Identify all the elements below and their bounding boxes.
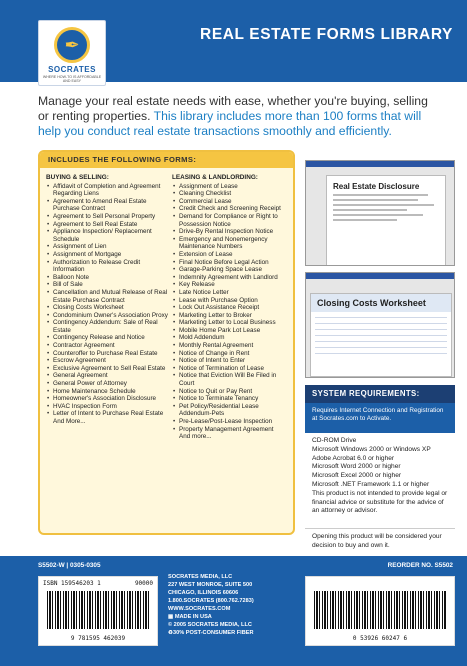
form-item: • Notice to Terminate Tenancy [172,395,292,403]
form-item: • Pre-Lease/Post-Lease Inspection [172,418,292,426]
worksheet-title: Closing Costs Worksheet [311,294,451,312]
purchase-note: Opening this product will be considered your decision to buy and own it. [305,528,455,554]
form-item: • Marketing Letter to Local Business [172,319,292,327]
form-item: • Appliance Inspection/ Replacement Schedule [46,228,170,243]
leasing-heading: LEASING & LANDLORDING: [172,174,258,181]
intro-highlight: This library includes more than 100 forms that will help you conduct real estate transactions smoothly and efficiently. [38,109,422,138]
text-line [333,214,423,216]
form-item: • Notice of Termination of Lease [172,365,292,373]
isbn-barcode [38,576,158,646]
form-item: • Agreement to Amend Real Estate Purchase Contract [46,198,170,213]
requirement-item: Adobe Acrobat 6.0 or higher [312,454,395,462]
form-item: • Counteroffer to Purchase Real Estate [46,350,170,358]
form-item: • Agreement to Sell Personal Property [46,213,170,221]
form-item: • HVAC Inspection Form [46,403,170,411]
form-item: • Property Management Agreement [172,426,292,434]
form-item: • Contingency Addendum: Sale of Real Estate [46,319,170,334]
form-item: • General Power of Attorney [46,380,170,388]
form-item: • Balloon Note [46,274,170,282]
form-item: • Agreement to Sell Real Estate [46,221,170,229]
form-item: • Pet Policy/Residential Lease Addendum-Pets [172,403,292,418]
requirement-item: Microsoft Excel 2000 or higher [312,472,402,480]
form-item: • General Agreement [46,372,170,380]
intro-paragraph [38,94,438,139]
form-item: • Cancellation and Mutual Release of Real Estate Purchase Contract [46,289,170,304]
form-item: • Indemnity Agreement with Landlord [172,274,292,282]
form-item: • Key Release [172,281,292,289]
isbn-digits: 9 781595 462039 [70,635,126,642]
sku-label: S5502-W | 0305-0305 [38,562,101,569]
legal-note: This product is not intended to provide legal or financial advice or substitute for the advice of an attorney or advisor. [312,490,448,515]
barcode-bars [47,591,149,629]
form-item: • Drive-By Rental Inspection Notice [172,228,292,236]
window-titlebar [306,161,454,167]
form-item: • Assignment of Lien [46,243,170,251]
leasing-list [172,183,292,434]
publisher-name: SOCRATES MEDIA, LLC [168,574,233,580]
form-item: • Emergency and Nonemergency Maintenance Numbers [172,236,292,251]
form-item: • Assignment of Lease [172,183,292,191]
copyright: © 2005 SOCRATES MEDIA, LLC [168,622,252,628]
text-line [333,199,418,201]
form-item: • Homeowner's Association Disclosure [46,395,170,403]
buying-selling-list [46,183,170,418]
window-titlebar [306,273,454,279]
form-item: • Commercial Lease [172,198,292,206]
form-item: • Escrow Agreement [46,357,170,365]
reorder-label: REORDER NO. S5502 [387,562,453,569]
form-item: • Mold Addendum [172,334,292,342]
form-item: • Condominium Owner's Association Proxy [46,312,170,320]
publisher-address [168,573,298,637]
worksheet-screenshot [305,272,455,378]
flag-icon: ▦ [168,614,174,620]
form-item: • Lock Out Assistance Receipt [172,304,292,312]
upc-barcode [305,576,455,646]
form-item: • Lease with Purchase Option [172,297,292,305]
form-item: • Final Notice Before Legal Action [172,259,292,267]
form-item: • Letter of Intent to Purchase Real Estate [46,410,170,418]
socrates-logo [38,20,106,86]
intro-text: Manage your real estate needs with ease, whether you're buying, selling or renting properties. [38,94,428,123]
recycled-text: 30% POST-CONSUMER FIBER [173,630,254,636]
disclosure-screenshot [305,160,455,266]
logo-name: SOCRATES [48,65,96,74]
city-address: CHICAGO, ILLINOIS 60606 [168,590,239,596]
website: WWW.SOCRATES.COM [168,606,231,612]
text-line [333,209,407,211]
form-item: • Contingency Release and Notice [46,334,170,342]
forms-heading: INCLUDES THE FOLLOWING FORMS: [40,152,293,168]
buying-selling-heading: BUYING & SELLING: [46,174,109,181]
upc-digits: 0 53926 60247 6 [352,635,408,642]
form-item: • Cleaning Checklist [172,190,292,198]
form-item: • Bill of Sale [46,281,170,289]
text-line [333,219,397,221]
form-item: • Closing Costs Worksheet [46,304,170,312]
text-line [333,204,434,206]
requirement-item: Microsoft Windows 2000 or Windows XP [312,445,431,453]
forms-list-box [38,150,295,535]
isbn-number: ISBN 159546203 1 [43,580,101,587]
page-title: REAL ESTATE FORMS LIBRARY [200,26,453,43]
recycle-icon: ♻ [168,630,174,636]
buying-more: And More... [53,418,86,425]
form-item: • Mobile Home Park Lot Lease [172,327,292,335]
spreadsheet [310,293,452,377]
requirement-item: Microsoft Word 2000 or higher [312,463,401,471]
requirements-list [305,433,455,494]
street-address: 227 WEST MONROE, SUITE 500 [168,582,253,588]
form-item: • Authorization to Release Credit Information [46,259,170,274]
made-in-text: MADE IN USA [174,614,212,620]
phone-number: 1.800.SOCRATES (800.762.7283) [168,598,254,604]
system-heading: SYSTEM REQUIREMENTS: [305,385,455,403]
buying-selling-column [46,174,170,426]
document-page [326,175,446,266]
form-item: • Notice that Eviction Will Be Filed in Court [172,372,292,387]
form-item: • Garage-Parking Space Lease [172,266,292,274]
form-item: • Late Notice Letter [172,289,292,297]
form-item: • Notice of Intent to Enter [172,357,292,365]
form-item: • Exclusive Agreement to Sell Real Estate [46,365,170,373]
form-item: • Demand for Compliance or Right to Possession Notice [172,213,292,228]
leasing-column [172,174,292,441]
requirement-item: CD-ROM Drive [312,437,357,444]
made-in-usa [168,613,298,621]
sheet-row [315,348,447,354]
form-item: • Affidavit of Completion and Agreement Regarding Liens [46,183,170,198]
document-title: Real Estate Disclosure [333,182,420,191]
form-item: • Assignment of Mortgage [46,251,170,259]
quill-icon: ✒ [54,27,90,63]
form-item: • Marketing Letter to Broker [172,312,292,320]
isbn-price: 90000 [134,580,153,587]
recycled-note [168,629,298,637]
form-item: • Home Maintenance Schedule [46,388,170,396]
form-item: • Notice of Change in Rent [172,350,292,358]
barcode-bars [314,591,446,629]
form-item: • Notice to Quit or Pay Rent [172,388,292,396]
logo-tagline: WHERE HOW-TO IS AFFORDABLE AND EASY [42,75,102,83]
form-item: • Extension of Lease [172,251,292,259]
form-item: • Credit Check and Screening Receipt [172,205,292,213]
leasing-more: And more... [179,433,212,441]
form-item: • Monthly Rental Agreement [172,342,292,350]
activation-notice: Requires Internet Connection and Registration at Socrates.com to Activate. [305,403,455,433]
requirement-item: Microsoft .NET Framework 1.1 or higher [312,480,430,488]
form-item: • Contractor Agreement [46,342,170,350]
isbn-text [43,580,153,587]
text-line [333,194,428,196]
